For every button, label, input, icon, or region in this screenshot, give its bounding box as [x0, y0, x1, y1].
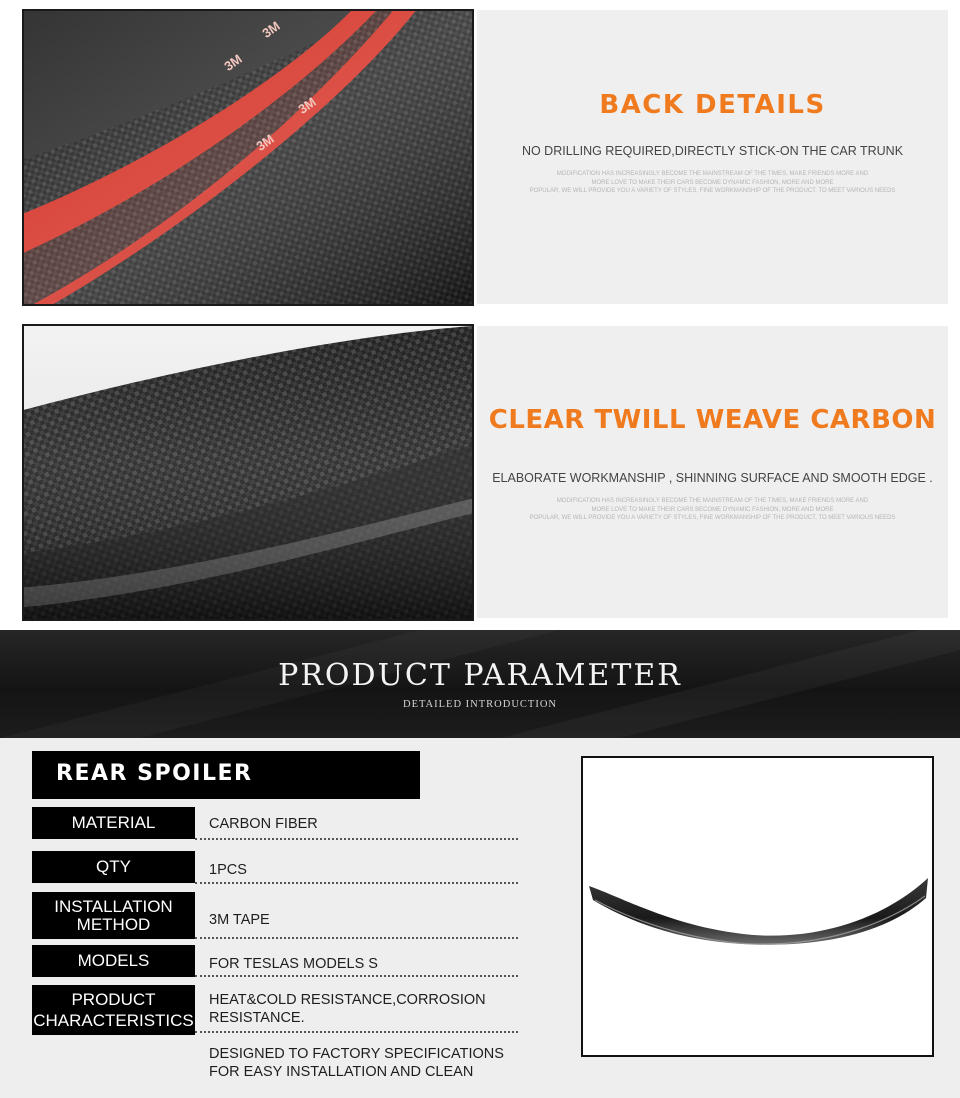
- carbon-weave-fine-print: [517, 497, 908, 523]
- param-value-qty: 1PCS: [209, 862, 247, 878]
- carbon-weave-subtitle: ELABORATE WORKMANSHIP , SHINNING SURFACE AND SMOOTH EDGE .: [492, 471, 933, 485]
- param-label-text: METHOD: [76, 914, 151, 934]
- param-label-text: CHARACTERISTICS: [33, 1010, 194, 1030]
- spoiler-product-image: [581, 756, 934, 1057]
- param-label-text: QTY: [96, 857, 131, 876]
- param-label-material: [32, 807, 195, 839]
- param-value-installation-method: 3M TAPE: [209, 912, 270, 928]
- param-value-line: HEAT&COLD RESISTANCE,CORROSION: [209, 992, 486, 1008]
- param-value-line: DESIGNED TO FACTORY SPECIFICATIONS: [209, 1046, 504, 1062]
- tape-brand-mark: 3M: [259, 18, 283, 41]
- carbon-weave-title: CLEAR TWILL WEAVE CARBON: [488, 405, 937, 435]
- param-value-line: RESISTANCE.: [209, 1010, 305, 1026]
- param-divider: [195, 838, 518, 840]
- param-divider: [195, 975, 518, 977]
- param-value-line: FOR EASY INSTALLATION AND CLEAN: [209, 1064, 474, 1080]
- param-label-text: PRODUCT: [71, 989, 156, 1009]
- product-parameter-banner: [0, 630, 960, 738]
- tape-closeup-photo: [22, 9, 474, 306]
- param-label-models: [32, 945, 195, 977]
- param-label-text: MATERIAL: [71, 813, 156, 832]
- param-value-product-characteristics-extra: [209, 1045, 519, 1081]
- fine-print-line: POPULAR, WE WILL PROVIDE YOU A VARIETY OF STYLES, FINE WORKMANSHIP OF THE PRODUCT, TO MEET VARIOUS NEEDS: [529, 515, 896, 521]
- back-details-subtitle: NO DRILLING REQUIRED,DIRECTLY STICK-ON THE CAR TRUNK: [521, 144, 904, 158]
- back-details-title: BACK DETAILS: [599, 90, 826, 120]
- param-value-models: FOR TESLAS MODELS S: [209, 956, 378, 972]
- param-value-product-characteristics: [209, 991, 519, 1027]
- carbon-weave-panel: [477, 326, 948, 618]
- param-label-installation-method: [32, 892, 195, 939]
- param-label-text: MODELS: [77, 951, 150, 970]
- carbon-weave-photo: [22, 324, 474, 621]
- fine-print-line: MORE LOVE TO MAKE THEIR CARS BECOME DYNAMIC FASHION, MORE AND MORE: [591, 506, 834, 513]
- rear-spoiler-heading: REAR SPOILER: [32, 751, 420, 799]
- banner-title: PRODUCT PARAMETER: [278, 658, 682, 693]
- banner-subtitle: DETAILED INTRODUCTION: [402, 699, 557, 710]
- param-label-product-characteristics: [32, 985, 195, 1035]
- param-divider: [195, 937, 518, 939]
- fine-print-line: MODIFICATION HAS INCREASINGLY BECOME THE MAINSTREAM OF THE TIMES, MAKE FRIENDS MORE AND: [556, 171, 869, 177]
- back-details-panel: [477, 10, 948, 304]
- param-divider: [195, 1031, 518, 1033]
- tape-brand-mark: 3M: [253, 131, 277, 154]
- fine-print-line: MORE LOVE TO MAKE THEIR CARS BECOME DYNAMIC FASHION, MORE AND MORE: [591, 179, 834, 186]
- param-divider: [195, 882, 518, 884]
- fine-print-line: MODIFICATION HAS INCREASINGLY BECOME THE MAINSTREAM OF THE TIMES, MAKE FRIENDS MORE AND: [556, 498, 869, 504]
- param-label-text: INSTALLATION: [54, 896, 173, 916]
- tape-brand-mark: 3M: [295, 94, 319, 117]
- tape-brand-mark: 3M: [221, 51, 245, 74]
- spoiler-shape: [583, 758, 932, 1055]
- fine-print-line: POPULAR, WE WILL PROVIDE YOU A VARIETY OF STYLES, FINE WORKMANSHIP OF THE PRODUCT, TO MEET VARIOUS NEEDS: [529, 188, 896, 194]
- param-label-qty: [32, 851, 195, 883]
- back-details-fine-print: [517, 170, 908, 196]
- param-value-material: CARBON FIBER: [209, 816, 318, 832]
